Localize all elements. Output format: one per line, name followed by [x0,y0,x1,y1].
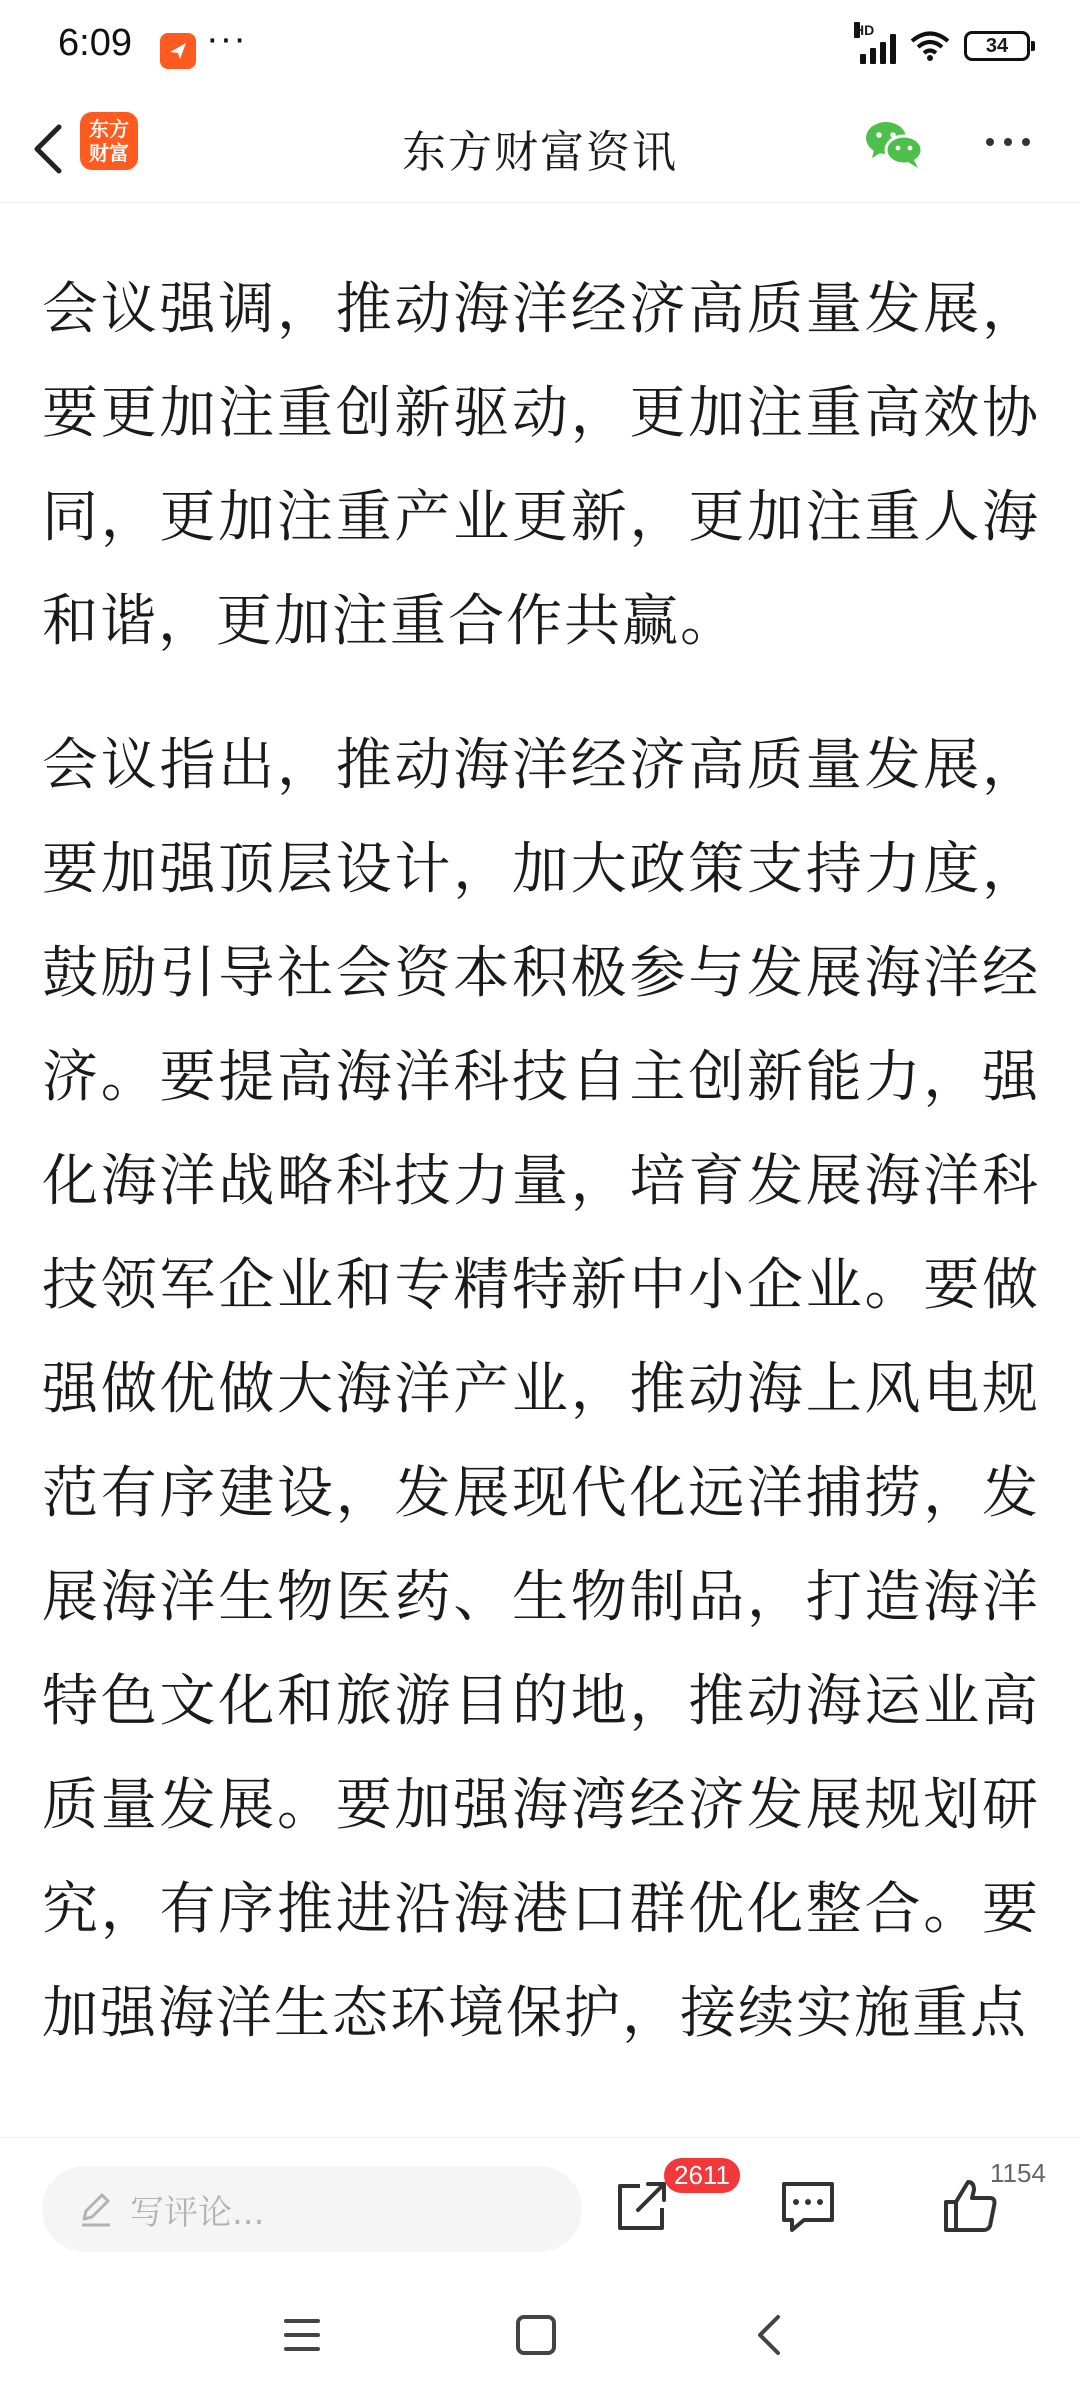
battery-icon: 34 [964,31,1030,61]
status-bar [0,0,1080,100]
article-paragraph: 会议强调，推动海洋经济高质量发展，要更加注重创新驱动，更加注重高效协同，更加注重产业更新，更加注重人海和谐，更加注重合作共赢。 [42,277,1040,654]
notification-app-icon [160,33,196,69]
hd-label: HD [854,22,875,38]
page-title: 东方财富资讯 [402,127,678,178]
menu-icon [272,2307,332,2363]
bottom-action-bar [0,2137,1080,2268]
nav-back-icon [740,2307,800,2363]
app-header [0,100,1080,203]
pen-icon [76,2189,116,2229]
home-icon [506,2307,566,2363]
system-back-button[interactable] [740,2307,800,2363]
wechat-icon [862,114,926,174]
signal-icon [854,22,896,64]
share-button[interactable] [610,2174,674,2238]
wechat-share-button[interactable] [862,114,926,174]
article-body [0,202,1080,2137]
home-button[interactable] [506,2307,566,2363]
comment-placeholder: 写评论... [130,2192,265,2233]
more-icon [986,138,994,146]
comment-button[interactable] [776,2174,840,2238]
notification-more-dots: ··· [206,18,247,60]
comment-icon [776,2174,840,2238]
article-paragraph: 会议指出，推动海洋经济高质量发展，要加强顶层设计，加大政策支持力度，鼓励引导社会资本积极参与发展海洋经济。要提高海洋科技自主创新能力，强化海洋战略科技力量，培育发展海洋科技领军企业和专精特新中小企业。要做强做优做大海洋产业，推动海上风电规范有序建设，发展现代化远洋捕捞，发展海洋生物医药、生物制品，打造海洋特色文化和旅游目的地，推动海运业高质量发展。要加强海湾经济发展规划研究，有序推进沿海港口群优化整合。要加强海洋生态环境保护，接续实施重点 [42,733,1040,2046]
system-nav-bar [0,2267,1080,2400]
brand-logo-text-1: 东方 [89,117,129,141]
status-time: 6:09 [58,22,132,64]
brand-logo-text-2: 财富 [89,141,129,165]
comment-input[interactable] [42,2166,582,2252]
more-button[interactable] [976,112,1040,172]
share-count-badge: 2611 [664,2158,740,2193]
share-icon [610,2174,674,2238]
wifi-icon [910,30,950,62]
status-indicators [854,22,1030,64]
recent-apps-button[interactable] [272,2307,332,2363]
like-count: 1154 [990,2158,1046,2188]
